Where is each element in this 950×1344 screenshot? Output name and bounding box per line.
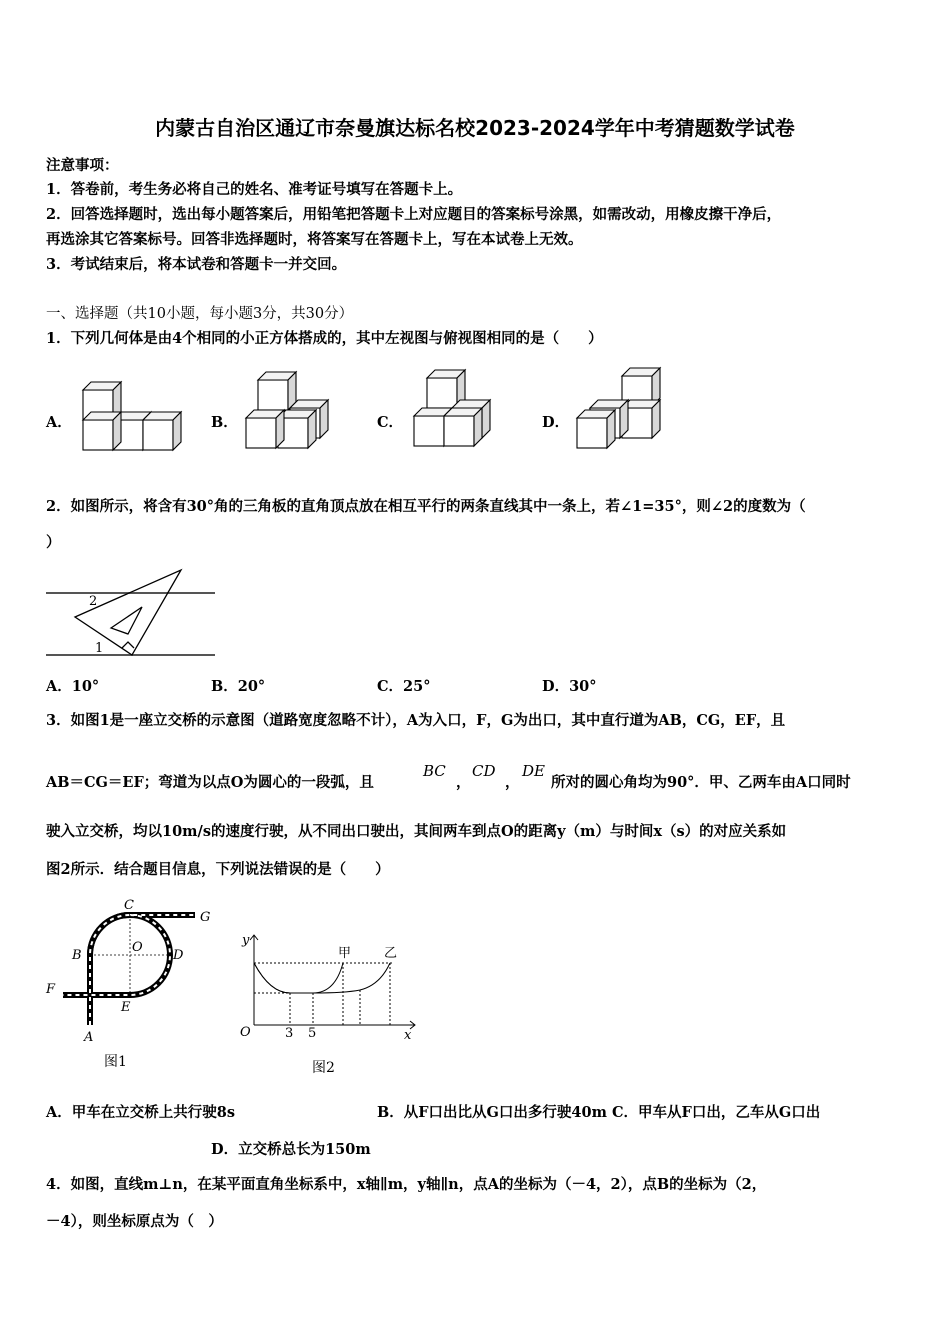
fig2-tick-3: 3 [285, 1026, 294, 1041]
arc-separator-1: ， [456, 774, 471, 791]
q2-option-b: B．20° [211, 678, 266, 695]
fig2-curve-jia: 甲 [338, 946, 352, 961]
q2-figure [46, 570, 215, 655]
notice-item-1: 1．答卷前，考生务必将自己的姓名、准考证号填写在答题卡上。 [46, 181, 463, 198]
question-4-line-2: －4），则坐标原点为（ ） [46, 1213, 223, 1230]
arc-bc: BC [423, 762, 446, 780]
fig1-label-g: G [200, 910, 211, 925]
question-3-line-3: 驶入立交桥，均以10m/s的速度行驶，从不同出口驶出，其间两车到点O的距离y（m）与时间x（s）的对应关系如 [46, 823, 787, 840]
q1-option-d-figure [577, 368, 660, 448]
fig1-label-f: F [46, 982, 56, 997]
arc-cd: CD [472, 762, 496, 780]
fig2-x-label: x [404, 1028, 412, 1043]
section-heading: 一、选择题（共10小题，每小题3分，共30分） [46, 306, 354, 322]
question-3-line-1: 3．如图1是一座立交桥的示意图（道路宽度忽略不计），A为入口，F，G为出口，其中直行道为AB，CG，EF，且 [46, 712, 786, 729]
q3-option-b-c: B．从F口出比从G口出多行驶40m C．甲车从F口出，乙车从G口出 [377, 1104, 821, 1121]
page-title: 内蒙古自治区通辽市奈曼旗达标名校2023-2024学年中考猜题数学试卷 [155, 116, 795, 140]
q1-option-c-label: C． [377, 414, 404, 431]
question-4-line-1: 4．如图，直线m⊥n，在某平面直角坐标系中，x轴∥m，y轴∥n，点A的坐标为（－4，2），点B的坐标为（2， [46, 1176, 767, 1193]
fig1-label-c: C [124, 898, 134, 913]
arc-de: DE [522, 762, 545, 780]
q3-option-a: A．甲车在立交桥上共行驶8s [46, 1104, 236, 1121]
q1-option-a-figure [83, 382, 181, 450]
q1-option-b-label: B． [211, 414, 238, 431]
notice-item-2-cont: 再选涂其它答案标号。回答非选择题时，将答案写在答题卡上，写在本试卷上无效。 [46, 231, 583, 248]
q1-option-a-label: A． [46, 414, 72, 431]
fig1-label-o: O [132, 940, 143, 955]
fig1-label-b: B [72, 948, 82, 963]
q2-angle-2-label: 2 [89, 594, 98, 609]
q2-angle-1-label: 1 [95, 641, 104, 656]
fig1-label-a: A [84, 1030, 94, 1045]
fig2-origin-label: O [240, 1025, 251, 1040]
notice-item-2: 2．回答选择题时，选出每小题答案后，用铅笔把答题卡上对应题目的答案标号涂黑，如需改动，用橡皮擦干净后， [46, 206, 782, 223]
q2-option-c: C．25° [377, 678, 431, 695]
fig2-tick-5: 5 [308, 1026, 317, 1041]
q2-option-a: A．10° [46, 678, 100, 695]
fig2-y-label: y [242, 933, 250, 948]
question-3-line-2a: AB＝CG＝EF；弯道为以点O为圆心的一段弧，且 [46, 774, 374, 791]
fig1-label-d: D [173, 948, 184, 963]
q1-option-d-label: D． [542, 414, 570, 431]
notice-heading: 注意事项： [46, 157, 119, 174]
question-3-line-4: 图2所示．结合题目信息，下列说法错误的是（ ） [46, 861, 390, 878]
question-2-stem-cont: ） [46, 534, 61, 551]
fig2-curve-yi: 乙 [384, 946, 398, 961]
q1-option-c-figure [414, 370, 490, 446]
fig1-label-e: E [121, 1000, 131, 1015]
q1-option-b-figure [246, 372, 328, 448]
question-3-line-2b: 所对的圆心角均为90°．甲、乙两车由A口同时 [551, 774, 851, 791]
q3-option-d: D．立交桥总长为150m [211, 1141, 371, 1158]
notice-item-3: 3．考试结束后，将本试卷和答题卡一并交回。 [46, 256, 347, 273]
fig2-caption: 图2 [312, 1060, 335, 1076]
fig1-caption: 图1 [104, 1054, 127, 1070]
q2-option-d: D．30° [542, 678, 597, 695]
arc-separator-2: ， [505, 774, 520, 791]
question-2-stem: 2．如图所示，将含有30°角的三角板的直角顶点放在相互平行的两条直线其中一条上，若∠1=35°，则∠2的度数为（ [46, 498, 806, 515]
question-1-stem: 1．下列几何体是由4个相同的小正方体搭成的，其中左视图与俯视图相同的是（ ） [46, 330, 603, 347]
